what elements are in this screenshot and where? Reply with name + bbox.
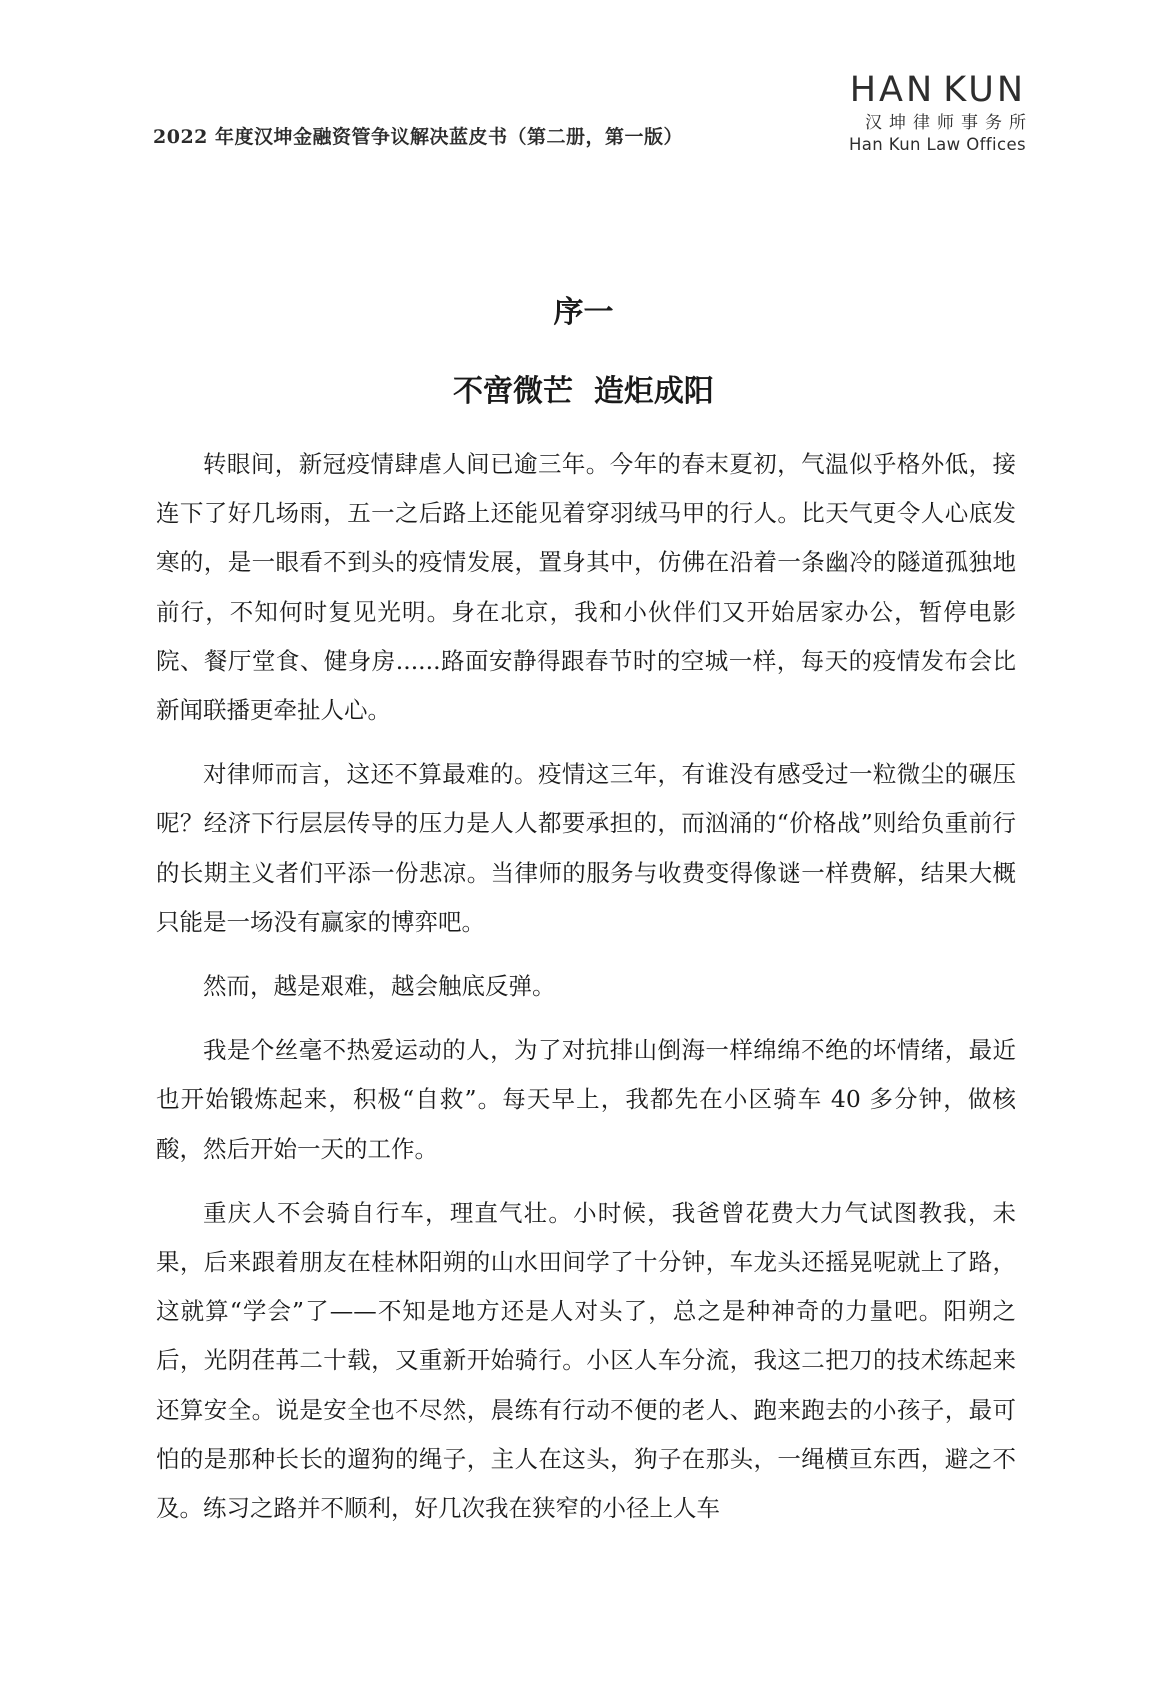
paragraph: 我是个丝毫不热爱运动的人，为了对抗排山倒海一样绵绵不绝的坏情绪，最近也开始锻炼起来，积极“自救”。每天早上，我都先在小区骑车 40 多分钟，做核酸，然后开始一天的工作。 bbox=[156, 1036, 1016, 1163]
section-heading: 序一 bbox=[553, 295, 614, 330]
paragraph: 对律师而言，这还不算最难的。疫情这三年，有谁没有感受过一粒微尘的碾压呢？经济下行层层传导的压力是人人都要承担的，而汹涌的“价格战”则给负重前行的长期主义者们平添一份悲凉。当律师的服务与收费变得像谜一样费解，结果大概只能是一场没有赢家的博弈吧。 bbox=[156, 760, 1016, 936]
logo-wordmark bbox=[826, 72, 1026, 108]
firm-logo bbox=[826, 70, 1033, 156]
logo-wordmark-left: HAN bbox=[849, 70, 936, 110]
paragraph: 然而，越是艰难，越会触底反弹。 bbox=[203, 972, 556, 1001]
paragraph: 重庆人不会骑自行车，理直气壮。小时候，我爸曾花费大力气试图教我，未果，后来跟着朋友在桂林阳朔的山水田间学了十分钟，车龙头还摇晃呢就上了路，这就算“学会”了——不知是地方还是人对头了，总之是种神奇的力量吧。阳朔之后，光阴荏苒二十载，又重新开始骑行。小区人车分流，我这二把刀的技术练起来还算安全。说是安全也不尽然，晨练有行动不便的老人、跑来跑去的小孩子，最可怕的是那种长长的遛狗的绳子，主人在这头，狗子在那头，一绳横亘东西，避之不及。练习之路并不顺利，好几次我在狭窄的小径上人车 bbox=[156, 1198, 1016, 1523]
paragraph: 转眼间，新冠疫情肆虐人间已逾三年。今年的春末夏初，气温似乎格外低，接连下了好几场雨，五一之后路上还能见着穿羽绒马甲的行人。比天气更令人心底发寒的，是一眼看不到头的疫情发展，置身其中，仿佛在沿着一条幽冷的隧道孤独地前行，不知何时复见光明。身在北京，我和小伙伴们又开始居家办公，暂停电影院、餐厅堂食、健身房......路面安静得跟春节时的空城一样，每天的疫情发布会比新闻联播更牵扯人心。 bbox=[156, 450, 1016, 725]
logo-chinese-name: 汉坤律师事务所 bbox=[865, 113, 1033, 133]
article-title: 不啻微芒 造炬成阳 bbox=[453, 374, 714, 409]
logo-english-name: Han Kun Law Offices bbox=[848, 135, 1026, 154]
running-header-title: 2022 年度汉坤金融资管争议解决蓝皮书（第二册，第一版） bbox=[153, 126, 683, 148]
body-text bbox=[156, 440, 1016, 1548]
logo-wordmark-right: KUN bbox=[943, 70, 1026, 110]
